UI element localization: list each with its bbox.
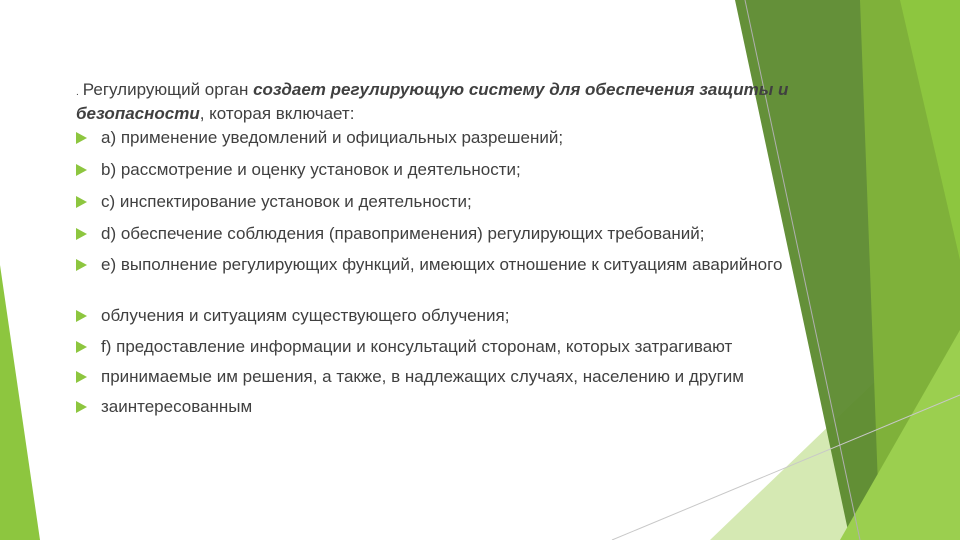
intro-paragraph <box>76 79 836 124</box>
list-item-text: c) инспектирование установок и деятельности; <box>101 192 472 211</box>
list-item-text: b) рассмотрение и оценку установок и деятельности; <box>101 160 521 179</box>
arrow-bullet-icon <box>76 310 87 322</box>
list-item <box>76 306 856 326</box>
list-item <box>76 160 856 180</box>
list-item-text: e) выполнение регулирующих функций, имеющих отношение к ситуациям аварийного <box>101 255 783 274</box>
intro-emphasis: создает регулирующую систему для обеспечения защиты и безопасности <box>76 80 789 123</box>
intro-bullet: . <box>76 87 79 98</box>
arrow-bullet-icon <box>76 259 87 271</box>
list-item <box>76 224 856 244</box>
arrow-bullet-icon <box>76 228 87 240</box>
list-item <box>76 367 856 387</box>
intro-plain-start: Регулирующий орган <box>82 80 254 99</box>
arrow-bullet-icon <box>76 164 87 176</box>
arrow-bullet-icon <box>76 196 87 208</box>
list-item-text: a) применение уведомлений и официальных разрешений; <box>101 128 564 147</box>
list-item-text: f) предоставление информации и консультаций сторонам, которых затрагивают <box>101 337 733 356</box>
arrow-bullet-icon <box>76 341 87 353</box>
list-item <box>76 192 856 212</box>
list-item-text: облучения и ситуациям существующего облучения; <box>101 306 510 325</box>
list-item <box>76 128 856 148</box>
list-item-text: принимаемые им решения, а также, в надлежащих случаях, населению и другим <box>101 367 744 386</box>
list-item-text: заинтересованным <box>101 397 253 416</box>
list-item <box>76 255 796 275</box>
arrow-bullet-icon <box>76 371 87 383</box>
arrow-bullet-icon <box>76 132 87 144</box>
intro-plain-end: , которая включает: <box>199 104 355 123</box>
list-item <box>76 397 856 417</box>
list-item-text: d) обеспечение соблюдения (правоприменения) регулирующих требований; <box>101 224 705 243</box>
list-item <box>76 337 856 357</box>
arrow-bullet-icon <box>76 401 87 413</box>
